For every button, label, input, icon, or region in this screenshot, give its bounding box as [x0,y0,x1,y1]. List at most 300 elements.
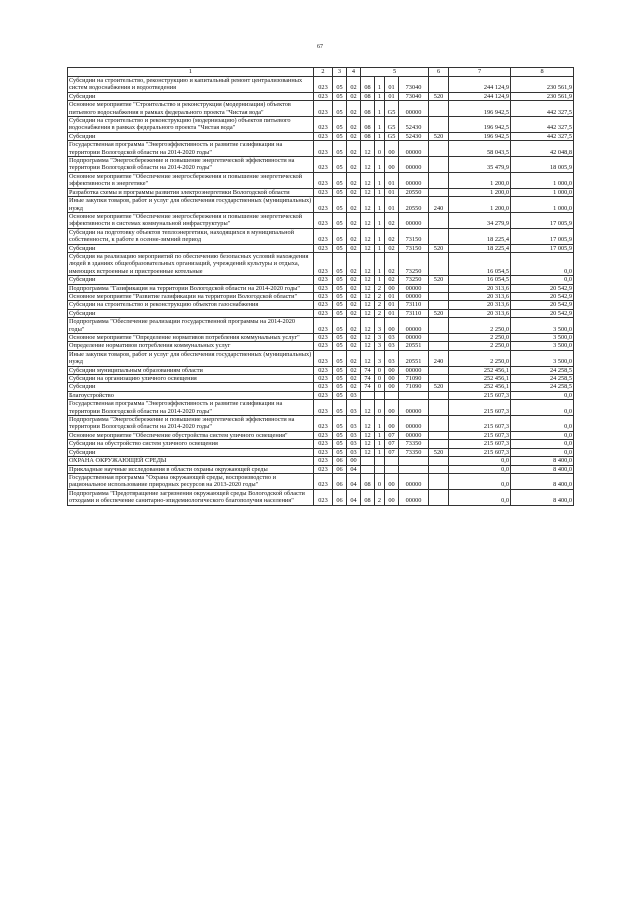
row-amount-v2: 0,0 [511,276,574,284]
table-row [68,440,574,448]
row-code-c3: 05 [333,448,347,456]
row-amount-v2: 442 327,5 [511,101,574,117]
row-code-c8: 00000 [399,172,429,188]
row-code-c8: 73110 [399,301,429,309]
row-code-c7 [385,457,399,465]
row-code-vr [429,440,449,448]
row-code-c2: 023 [314,252,333,275]
row-code-c7: 00 [385,383,399,391]
row-code-c3: 05 [333,212,347,228]
row-code-c8: 71090 [399,383,429,391]
row-amount-v2: 3 500,0 [511,318,574,334]
row-amount-v2: 8 400,0 [511,489,574,505]
row-name: Государственная программа "Энергоэффективность и развитие газификации на территории Вологодской области на 2014-2020 годы" [68,400,314,416]
row-code-vr [429,334,449,342]
row-code-c7: 00 [385,366,399,374]
row-code-c8: 73150 [399,244,429,252]
row-code-vr [429,212,449,228]
row-name: Субсидии на организацию уличного освещения [68,375,314,383]
row-code-c7: 02 [385,244,399,252]
row-code-c6: 3 [375,318,385,334]
row-code-c4: 02 [347,228,361,244]
row-code-c3: 05 [333,101,347,117]
row-code-c6: 1 [375,172,385,188]
row-code-c7: 00 [385,473,399,489]
row-amount-v2: 3 500,0 [511,342,574,350]
row-amount-v1: 252 456,1 [449,383,511,391]
row-code-c2: 023 [314,276,333,284]
row-code-c3: 05 [333,431,347,439]
row-code-c4: 03 [347,440,361,448]
row-name: Государственная программа "Охрана окружающей среды, воспроизводство и рациональное использование природных ресурсов на 2013-2020 годы" [68,473,314,489]
row-code-c2: 023 [314,301,333,309]
row-amount-v2: 24 258,5 [511,375,574,383]
row-code-c8: 00000 [399,431,429,439]
header-col-4: 4 [347,68,361,77]
row-code-c8: 52430 [399,132,429,140]
row-code-vr [429,228,449,244]
table-row [68,77,574,93]
row-amount-v2: 17 005,9 [511,212,574,228]
table-row [68,400,574,416]
row-code-c8: 73040 [399,92,429,100]
row-code-c4: 03 [347,416,361,432]
row-code-c2: 023 [314,383,333,391]
row-code-c7: 00 [385,157,399,173]
row-code-c6: 1 [375,244,385,252]
row-code-c3: 05 [333,400,347,416]
row-name: Субсидии на строительство, реконструкцию и капитальный ремонт централизованных систем водоснабжения и водоотведения [68,77,314,93]
row-code-c5: 12 [361,212,375,228]
row-amount-v1: 0,0 [449,473,511,489]
row-name: Основное мероприятие "Обеспечение обустройства систем уличного освещения" [68,431,314,439]
row-code-c4: 02 [347,101,361,117]
row-code-c3: 06 [333,489,347,505]
row-amount-v2: 1 000,0 [511,172,574,188]
table-row [68,172,574,188]
header-col-1: 1 [68,68,314,77]
row-code-c4: 02 [347,301,361,309]
row-code-vr [429,252,449,275]
table-row [68,228,574,244]
row-name: Субсидии [68,309,314,317]
row-name: Основное мероприятие "Развитие газификации на территории Вологодской области" [68,292,314,300]
row-code-c7: 02 [385,212,399,228]
row-amount-v1: 20 313,6 [449,309,511,317]
row-code-c4: 02 [347,212,361,228]
row-code-c8: 20550 [399,188,429,196]
row-amount-v2: 24 258,5 [511,383,574,391]
row-code-c5: 12 [361,301,375,309]
row-code-vr [429,172,449,188]
row-code-c6: 0 [375,375,385,383]
row-code-vr: 520 [429,92,449,100]
row-name: ОХРАНА ОКРУЖАЮЩЕЙ СРЕДЫ [68,457,314,465]
row-code-c6: 0 [375,383,385,391]
row-code-c2: 023 [314,448,333,456]
row-code-c8: 00000 [399,157,429,173]
row-code-c7: 01 [385,188,399,196]
row-code-c4: 02 [347,188,361,196]
row-code-c3: 05 [333,157,347,173]
row-code-c2: 023 [314,431,333,439]
row-code-c6 [375,465,385,473]
row-code-c3: 05 [333,440,347,448]
row-amount-v1: 1 200,0 [449,172,511,188]
row-amount-v1: 215 607,3 [449,448,511,456]
row-code-c5: 08 [361,101,375,117]
row-code-c4: 02 [347,366,361,374]
table-row [68,309,574,317]
row-amount-v1: 215 607,3 [449,400,511,416]
table-row [68,448,574,456]
row-amount-v2: 8 400,0 [511,473,574,489]
row-code-c2: 023 [314,391,333,399]
row-code-c4: 03 [347,448,361,456]
row-amount-v1: 215 607,3 [449,431,511,439]
row-code-c4: 02 [347,77,361,93]
row-amount-v2: 17 005,9 [511,244,574,252]
table-header-row [68,68,574,77]
row-code-c2: 023 [314,284,333,292]
row-code-c6: 1 [375,157,385,173]
row-amount-v2: 230 561,9 [511,92,574,100]
row-code-c8: 73040 [399,77,429,93]
page-number: 67 [317,44,323,50]
row-code-c5: 12 [361,188,375,196]
row-code-c2: 023 [314,157,333,173]
table-row [68,318,574,334]
table-row [68,342,574,350]
row-amount-v1: 34 279,9 [449,212,511,228]
row-amount-v2: 1 000,0 [511,188,574,196]
row-code-vr: 520 [429,244,449,252]
row-amount-v1: 196 942,5 [449,117,511,133]
row-code-c5: 12 [361,448,375,456]
row-name: Прикладные научные исследования в области охраны окружающей среды [68,465,314,473]
row-amount-v1: 196 942,5 [449,101,511,117]
row-code-c4: 02 [347,334,361,342]
row-name: Подпрограмма "Энергосбережение и повышение энергетической эффективности на территории Вологодской области на 2014-2020 годы" [68,416,314,432]
row-code-c8: 00000 [399,400,429,416]
row-code-c3: 06 [333,473,347,489]
row-amount-v2: 1 000,0 [511,197,574,213]
row-code-c6: 0 [375,366,385,374]
row-amount-v2: 0,0 [511,400,574,416]
row-code-c5: 12 [361,342,375,350]
table-row [68,465,574,473]
row-code-c6: 2 [375,284,385,292]
row-code-c6: 2 [375,301,385,309]
row-code-c3: 05 [333,301,347,309]
row-code-c2: 023 [314,101,333,117]
row-amount-v1: 215 607,3 [449,416,511,432]
row-code-c8: 00000 [399,334,429,342]
row-amount-v1: 2 250,0 [449,334,511,342]
row-code-c3: 06 [333,457,347,465]
row-code-c4: 02 [347,276,361,284]
row-amount-v2: 8 400,0 [511,457,574,465]
row-code-c6: 1 [375,132,385,140]
row-name: Основное мероприятие "Обеспечение энергосбережения и повышение энергетической эффективности в системах коммунальной инфраструктуры" [68,212,314,228]
row-code-c5: 12 [361,228,375,244]
row-code-c3: 06 [333,465,347,473]
row-code-vr [429,489,449,505]
row-code-c3: 05 [333,375,347,383]
row-code-c7: 02 [385,228,399,244]
row-code-c8: 73250 [399,276,429,284]
row-code-c5: 12 [361,252,375,275]
row-amount-v2: 20 542,9 [511,284,574,292]
row-code-c4: 02 [347,132,361,140]
row-amount-v1: 20 313,6 [449,284,511,292]
row-code-c6: 1 [375,276,385,284]
table-row [68,457,574,465]
header-col-6: 6 [429,68,449,77]
row-code-c6: 1 [375,101,385,117]
row-code-vr: 520 [429,448,449,456]
row-code-c5: 12 [361,334,375,342]
row-code-vr [429,375,449,383]
row-code-c5: 12 [361,276,375,284]
table-row [68,292,574,300]
row-amount-v1: 215 607,3 [449,391,511,399]
row-code-c7: 02 [385,276,399,284]
row-name: Субсидии [68,92,314,100]
row-code-vr [429,117,449,133]
table-row [68,416,574,432]
row-code-c8: 52430 [399,117,429,133]
row-code-c2: 023 [314,416,333,432]
row-code-c7 [385,391,399,399]
row-code-c7: 01 [385,77,399,93]
row-code-c3: 05 [333,391,347,399]
row-code-c8: 73150 [399,228,429,244]
row-code-c2: 023 [314,244,333,252]
row-code-c4: 02 [347,92,361,100]
row-code-c7: 00 [385,489,399,505]
row-amount-v1: 0,0 [449,489,511,505]
row-code-vr: 240 [429,350,449,366]
row-code-c6: 3 [375,342,385,350]
row-name: Субсидии [68,132,314,140]
row-name: Благоустройство [68,391,314,399]
table-row [68,489,574,505]
row-code-vr [429,141,449,157]
row-amount-v2: 20 542,9 [511,309,574,317]
row-code-c3: 05 [333,383,347,391]
row-amount-v1: 18 225,4 [449,244,511,252]
row-code-c2: 023 [314,197,333,213]
row-amount-v1: 244 124,9 [449,92,511,100]
row-amount-v2: 442 327,5 [511,132,574,140]
row-code-c5: 12 [361,197,375,213]
row-code-c6: 1 [375,416,385,432]
row-code-c8: 73250 [399,252,429,275]
row-code-c8: 00000 [399,473,429,489]
row-name: Иные закупки товаров, работ и услуг для обеспечения государственных (муниципальных) нужд [68,350,314,366]
row-code-c4: 02 [347,141,361,157]
row-code-c3: 05 [333,284,347,292]
row-code-vr [429,292,449,300]
row-code-c5: 12 [361,141,375,157]
row-name: Основное мероприятие "Обеспечение энергосбережения и повышение энергетической эффективности в энергетике" [68,172,314,188]
row-code-c4: 02 [347,342,361,350]
table-row [68,157,574,173]
row-amount-v2: 24 258,5 [511,366,574,374]
row-code-c6: 0 [375,473,385,489]
row-code-c3: 05 [333,141,347,157]
row-code-c3: 05 [333,132,347,140]
table-body [68,77,574,506]
row-code-vr [429,366,449,374]
table-row [68,375,574,383]
row-code-c7: 01 [385,292,399,300]
row-code-c5: 74 [361,375,375,383]
row-code-c3: 05 [333,117,347,133]
row-name: Основное мероприятие "Определение нормативов потребления коммунальных услуг" [68,334,314,342]
row-name: Субсидии на обустройство систем уличного освещения [68,440,314,448]
header-col-3: 3 [333,68,347,77]
row-code-c7: 00 [385,416,399,432]
row-code-c3: 05 [333,276,347,284]
row-code-c3: 05 [333,309,347,317]
table-row [68,101,574,117]
row-code-vr [429,465,449,473]
row-code-c5: 08 [361,132,375,140]
row-code-c2: 023 [314,440,333,448]
table-row [68,431,574,439]
row-code-vr: 520 [429,309,449,317]
row-amount-v1: 252 456,1 [449,366,511,374]
row-code-c2: 023 [314,375,333,383]
row-code-c7: G5 [385,117,399,133]
row-code-c6: 1 [375,252,385,275]
row-amount-v2: 3 500,0 [511,350,574,366]
row-code-c8: 73350 [399,448,429,456]
row-code-c2: 023 [314,350,333,366]
row-amount-v2: 0,0 [511,440,574,448]
row-code-vr: 240 [429,197,449,213]
row-code-c7: 01 [385,92,399,100]
row-code-c5: 12 [361,292,375,300]
row-code-c7: G5 [385,101,399,117]
row-code-vr [429,301,449,309]
row-code-c2: 023 [314,77,333,93]
row-code-c2: 023 [314,473,333,489]
row-code-vr [429,473,449,489]
row-amount-v2: 8 400,0 [511,465,574,473]
row-code-c3: 05 [333,197,347,213]
row-code-c4: 02 [347,284,361,292]
row-code-vr: 520 [429,276,449,284]
row-code-c8 [399,465,429,473]
table-row [68,132,574,140]
row-code-c4: 02 [347,157,361,173]
row-amount-v1: 35 479,9 [449,157,511,173]
row-name: Государственная программа "Энергоэффективность и развитие газификации на территории Вологодской области на 2014-2020 годы" [68,141,314,157]
row-code-c7: 07 [385,431,399,439]
row-code-c2: 023 [314,141,333,157]
row-code-c8: 00000 [399,318,429,334]
row-name: Иные закупки товаров, работ и услуг для обеспечения государственных (муниципальных) нужд [68,197,314,213]
row-code-c6: 3 [375,334,385,342]
row-code-c5 [361,465,375,473]
header-col-5: 5 [361,68,429,77]
row-code-vr [429,157,449,173]
row-code-c7: 00 [385,141,399,157]
row-code-c8: 00000 [399,212,429,228]
row-code-c2: 023 [314,172,333,188]
row-code-c5: 74 [361,366,375,374]
row-code-c3: 05 [333,172,347,188]
table-row [68,252,574,275]
row-code-c6: 1 [375,92,385,100]
row-code-c6: 1 [375,228,385,244]
row-name: Субсидии муниципальным образованиям области [68,366,314,374]
row-code-vr [429,101,449,117]
row-code-c5: 12 [361,172,375,188]
row-code-c2: 023 [314,318,333,334]
row-code-c6 [375,457,385,465]
row-name: Определение нормативов потребления коммунальных услуг [68,342,314,350]
row-code-vr [429,188,449,196]
row-code-c5: 12 [361,416,375,432]
row-code-c3: 05 [333,252,347,275]
row-code-c8: 00000 [399,292,429,300]
table-row [68,383,574,391]
row-code-c4: 02 [347,318,361,334]
row-code-c4: 03 [347,431,361,439]
row-name: Субсидии на подготовку объектов теплоэнергетики, находящихся в муниципальной собственности, к работе в осенне-зимний период [68,228,314,244]
header-col-8: 8 [511,68,574,77]
row-name: Субсидии на строительство и реконструкцию объектов газоснабжения [68,301,314,309]
row-code-c5 [361,391,375,399]
row-code-c2: 023 [314,188,333,196]
row-code-vr: 520 [429,132,449,140]
row-code-c7: 02 [385,252,399,275]
table-row [68,244,574,252]
row-code-c5: 12 [361,244,375,252]
row-code-c4: 02 [347,244,361,252]
row-code-c5: 08 [361,117,375,133]
row-code-c7: 03 [385,334,399,342]
row-code-c6: 1 [375,117,385,133]
row-code-c7: 01 [385,301,399,309]
row-code-c2: 023 [314,228,333,244]
row-amount-v1: 0,0 [449,457,511,465]
row-code-c7: 01 [385,197,399,213]
row-code-c4: 02 [347,375,361,383]
row-code-vr [429,416,449,432]
row-code-c3: 05 [333,292,347,300]
row-code-c4: 02 [347,252,361,275]
row-name: Разработка схемы и программы развития электроэнергетики Вологодской области [68,188,314,196]
row-code-c8: 20551 [399,350,429,366]
row-code-c6: 2 [375,309,385,317]
row-code-c3: 05 [333,188,347,196]
row-name: Субсидии [68,448,314,456]
row-code-c2: 023 [314,132,333,140]
table-row [68,92,574,100]
row-code-vr: 520 [429,383,449,391]
row-amount-v2: 20 542,9 [511,301,574,309]
row-name: Подпрограмма "Обеспечение реализации государственной программы на 2014-2020 годы" [68,318,314,334]
row-code-c2: 023 [314,292,333,300]
row-code-c7: G5 [385,132,399,140]
row-code-c2: 023 [314,334,333,342]
row-code-c5: 08 [361,77,375,93]
